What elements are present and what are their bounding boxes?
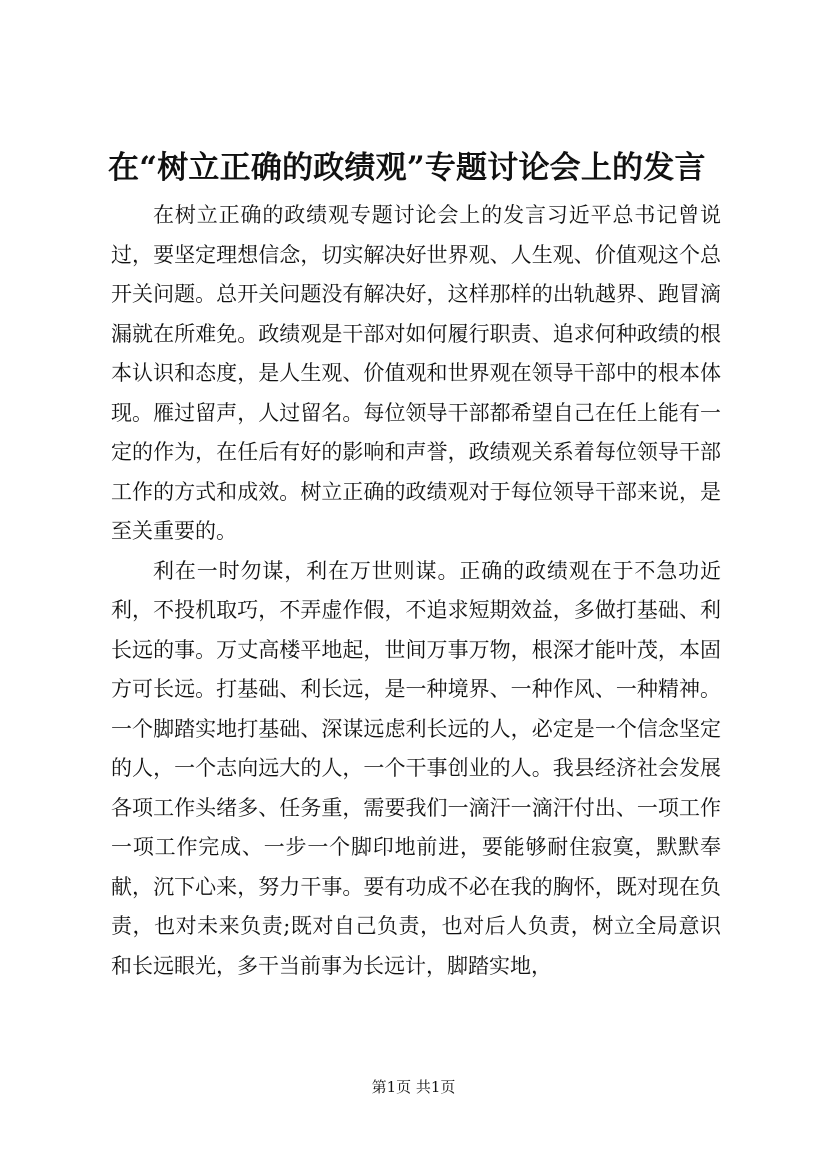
paragraph-1: 在树立正确的政绩观专题讨论会上的发言习近平总书记曾说过，要坚定理想信念，切实解决好世界观、人生观、价值观这个总开关问题。总开关问题没有解决好，这样那样的出轨越界、跑冒滴漏就在所难免。政绩观是干部对如何履行职责、追求何种政绩的根本认识和态度，是人生观、价值观和世界观在领导干部中的根本体现。雁过留声，人过留名。每位领导干部都希望自己在任上能有一定的作为，在任后有好的影响和声誉，政绩观关系着每位领导干部工作的方式和成效。树立正确的政绩观对于每位领导干部来说，是至关重要的。 xyxy=(111,203,721,543)
document-title: 在“树立正确的政绩观”专题讨论会上的发言 xyxy=(108,150,706,186)
document-body xyxy=(111,196,721,986)
page-footer: 第1页 共1页 xyxy=(371,1078,456,1096)
paragraph-2: 利在一时勿谋，利在万世则谋。正确的政绩观在于不急功近利，不投机取巧，不弄虚作假，不追求短期效益，多做打基础、利长远的事。万丈高楼平地起，世间万事万物，根深才能叶茂，本固方可长远。打基础、利长远，是一种境界、一种作风、一种精神。一个脚踏实地打基础、深谋远虑利长远的人，必定是一个信念坚定的人，一个志向远大的人，一个干事创业的人。我县经济社会发展各项工作头绪多、任务重，需要我们一滴汗一滴汗付出、一项工作一项工作完成、一步一个脚印地前进，要能够耐住寂寞，默默奉献，沉下心来，努力干事。要有功成不必在我的胸怀，既对现在负责，也对未来负责;既对自己负责，也对后人负责，树立全局意识和长远眼光，多干当前事为长远计，脚踏实地， xyxy=(111,558,721,978)
